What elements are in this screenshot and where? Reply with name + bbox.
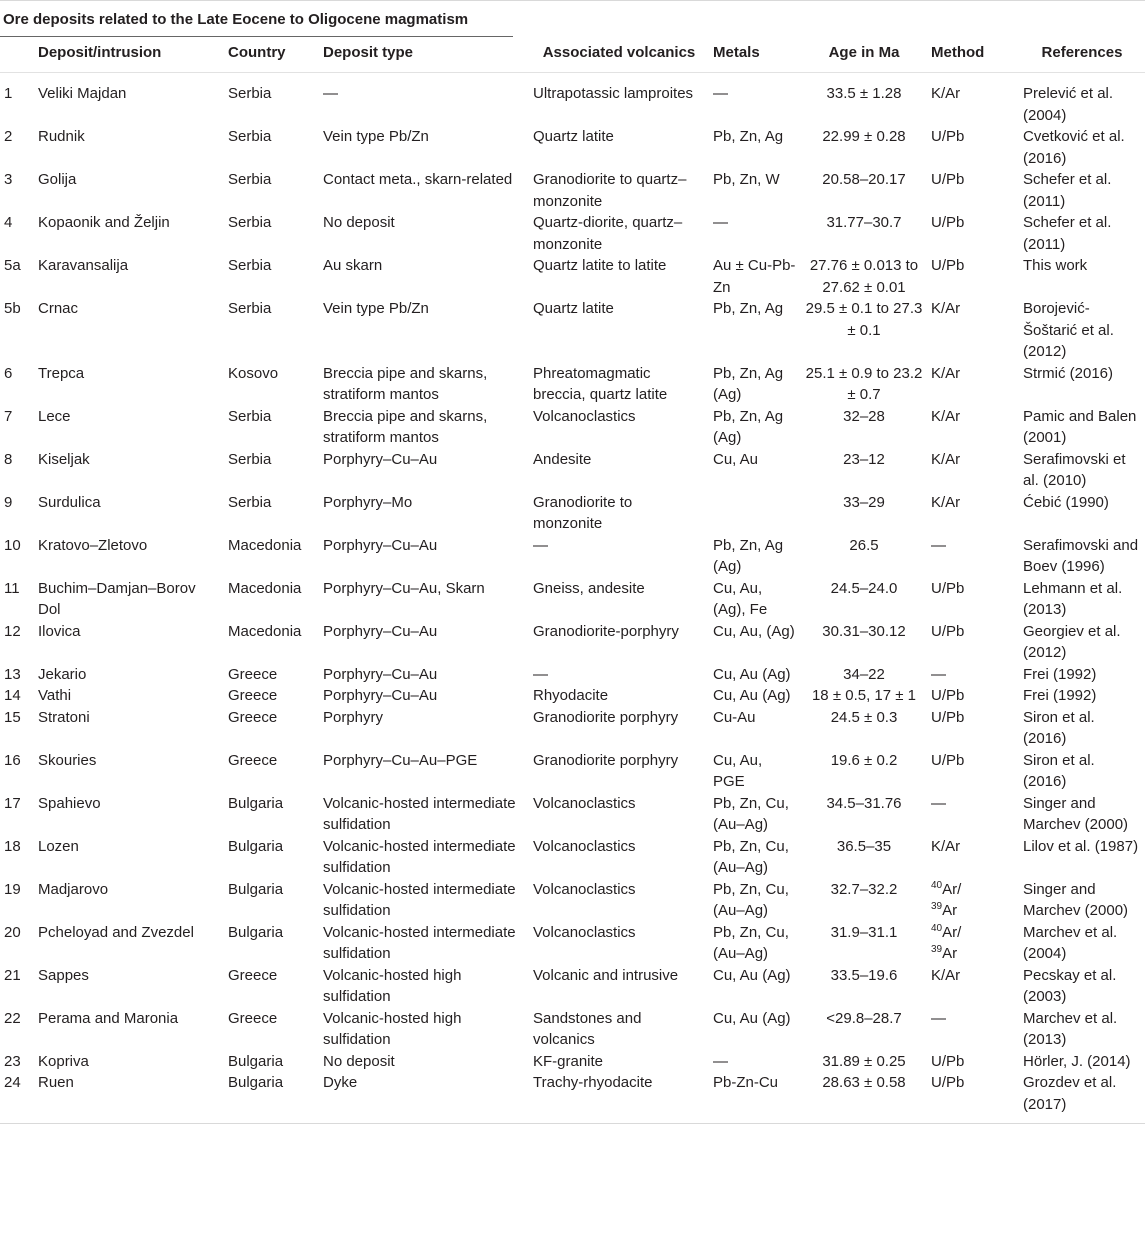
cell-age: <29.8–28.7 [826, 1009, 902, 1027]
table-row [0, 73, 1145, 127]
cell-deposit: Surdulica [38, 493, 101, 511]
cell-method: K/Ar [931, 493, 961, 511]
header-method: Method [927, 36, 1019, 73]
cell-deposit-type: Porphyry–Cu–Au [323, 622, 438, 640]
cell-deposit: Sappes [38, 966, 89, 984]
cell-deposit-type: Breccia pipe and skarns, stratiform mantos [323, 407, 488, 446]
cell-deposit-type: Dyke [319, 1072, 529, 1124]
cell-associated-volcanics: Granodiorite-porphyry [533, 622, 679, 640]
cell-age: 34–22 [843, 665, 885, 683]
cell-age: 31.77–30.7 [826, 214, 902, 231]
cell-metals: Pb, Zn, Ag (Ag) [713, 407, 784, 446]
cell-references: Siron et al. (2016) [1023, 751, 1095, 790]
cell-metals [709, 492, 801, 535]
cell-deposit: Kratovo–Zletovo [38, 536, 148, 554]
cell-age: 29.5 ± 0.1 to 27.3 ± 0.1 [805, 300, 923, 339]
table-row [0, 750, 1145, 793]
cell-deposit: Perama and Maronia [38, 1009, 179, 1027]
cell-associated-volcanics: Quartz-diorite, quartz–monzonite [533, 214, 683, 253]
cell-deposit-type: Volcanic-hosted intermediate sulfidation [323, 880, 516, 919]
cell-method: K/Ar [931, 966, 961, 984]
cell-age: 32.7–32.2 [830, 880, 898, 898]
cell-references: Borojević-Šoštarić et al. (2012) [1023, 300, 1114, 360]
table-caption-area [0, 0, 1145, 36]
cell-method: U/Pb [931, 751, 965, 769]
cell-deposit-type: Porphyry–Cu–Au [323, 536, 438, 554]
cell-deposit: Lece [38, 407, 71, 425]
cell-country: Macedonia [228, 536, 302, 554]
table-row [0, 621, 1145, 664]
method-isotope-sup: 39 [931, 944, 943, 955]
cell-associated-volcanics: Quartz latite [533, 128, 614, 145]
table-row [0, 793, 1145, 836]
cell-references: Lilov et al. (1987) [1023, 837, 1139, 855]
cell-deposit-type: Porphyry–Cu–Au, Skarn [323, 579, 485, 597]
header-no [0, 36, 34, 73]
cell-method: U/Pb [931, 579, 965, 597]
cell-references: Pamic and Balen (2001) [1023, 407, 1137, 446]
cell-country: Serbia [228, 85, 272, 102]
cell-country: Serbia [228, 214, 272, 231]
cell-deposit: Lozen [38, 837, 79, 855]
header-deposit: Deposit/intrusion [34, 36, 224, 73]
cell-country: Serbia [228, 171, 272, 188]
table-row [0, 965, 1145, 1008]
cell-associated-volcanics: Granodiorite porphyry [533, 708, 679, 726]
cell-metals: Cu-Au [713, 708, 756, 726]
cell-references: Prelević et al. (2004) [1023, 85, 1114, 124]
cell-method [927, 879, 1019, 922]
table-caption: Ore deposits related to the Late Eocene to Oligocene magmatism [3, 11, 469, 28]
cell-associated-volcanics: Gneiss, andesite [533, 579, 645, 597]
cell-metals: Pb, Zn, Cu, (Au–Ag) [713, 794, 789, 833]
cell-metals: Pb, Zn, Cu, (Au–Ag) [713, 880, 789, 919]
cell-age: 33–29 [843, 493, 885, 511]
cell-country: Bulgaria [228, 880, 284, 898]
cell-deposit-type: Vein type Pb/Zn [323, 128, 429, 145]
table-row [0, 449, 1145, 492]
cell-metals: Pb, Zn, Ag (Ag) [713, 536, 784, 575]
cell-references: Marchev et al. (2004) [1023, 923, 1118, 962]
cell-no: 5a [4, 257, 21, 274]
table-row [0, 1072, 1145, 1124]
cell-associated-volcanics: Granodiorite to quartz–monzonite [533, 171, 687, 210]
cell-age: 24.5 ± 0.3 [830, 708, 898, 726]
cell-references: Serafimovski and Boev (1996) [1023, 536, 1139, 575]
method-text: Ar/ [942, 880, 962, 898]
cell-method: K/Ar [931, 364, 961, 382]
cell-metals: Cu, Au, (Ag) [713, 622, 795, 640]
cell-age: 23–12 [843, 450, 885, 468]
cell-country: Serbia [228, 493, 272, 511]
cell-no: 12 [4, 622, 21, 640]
table-row [0, 169, 1145, 212]
cell-deposit-type: No deposit [323, 214, 395, 231]
cell-metals: Cu, Au [713, 450, 759, 468]
cell-associated-volcanics: Volcanoclastics [533, 837, 636, 855]
cell-metals: Au ± Cu-Pb-Zn [713, 257, 796, 296]
cell-method: — [931, 665, 946, 683]
cell-metals: — [713, 214, 728, 231]
cell-deposit: Kiseljak [38, 450, 90, 468]
cell-country: Greece [228, 687, 278, 704]
method-text: Ar [942, 945, 958, 962]
cell-deposit: Golija [38, 171, 77, 188]
table-row [0, 212, 1145, 255]
cell-deposit: Kopriva [38, 1052, 89, 1070]
cell-age: 31.89 ± 0.25 [822, 1052, 906, 1070]
cell-age: 28.63 ± 0.58 [801, 1072, 927, 1124]
method-text: Ar/ [942, 923, 962, 941]
table-body [0, 73, 1145, 1124]
header-references: References [1019, 36, 1145, 73]
cell-references: Serafimovski et al. (2010) [1023, 450, 1126, 489]
cell-deposit-type: Porphyry–Cu–Au [323, 687, 438, 704]
ore-deposits-table [0, 36, 1145, 1124]
cell-age: 33.5 ± 1.28 [826, 85, 902, 102]
method-text: Ar [942, 902, 958, 919]
cell-references: Marchev et al. (2013) [1023, 1009, 1118, 1048]
method-isotope-sup: 39 [931, 901, 943, 912]
cell-age: 32–28 [843, 407, 885, 425]
cell-country: Bulgaria [228, 837, 284, 855]
cell-associated-volcanics: Sandstones and volcanics [533, 1009, 642, 1048]
cell-method: U/Pb [931, 128, 965, 145]
cell-deposit: Kopaonik and Željin [38, 214, 170, 231]
cell-deposit: Jekario [38, 665, 87, 683]
cell-references: Frei (1992) [1023, 687, 1097, 704]
cell-country: Bulgaria [228, 794, 284, 812]
cell-metals: Pb-Zn-Cu [709, 1072, 801, 1124]
cell-deposit-type: Porphyry–Cu–Au [323, 450, 438, 468]
cell-references: Schefer et al. (2011) [1023, 171, 1112, 210]
table-row [0, 685, 1145, 707]
cell-no: 8 [4, 450, 13, 468]
cell-method: U/Pb [931, 257, 965, 274]
cell-deposit-type: Breccia pipe and skarns, stratiform mantos [323, 364, 488, 403]
cell-country: Macedonia [228, 622, 302, 640]
cell-references: Siron et al. (2016) [1023, 708, 1095, 747]
cell-no: 9 [4, 493, 13, 511]
cell-metals: Cu, Au, (Ag), Fe [713, 579, 768, 618]
header-country: Country [224, 36, 319, 73]
cell-references: Pecskay et al. (2003) [1023, 966, 1117, 1005]
cell-method: — [931, 536, 946, 554]
cell-deposit: Rudnik [38, 128, 85, 145]
cell-deposit-type: — [323, 85, 338, 102]
cell-method: U/Pb [931, 1052, 965, 1070]
cell-deposit-type: No deposit [323, 1052, 395, 1070]
cell-deposit: Ruen [34, 1072, 224, 1124]
cell-no: 5b [4, 300, 21, 317]
cell-deposit-type: Au skarn [323, 257, 383, 274]
cell-associated-volcanics: Volcanoclastics [533, 794, 636, 812]
cell-age: 18 ± 0.5, 17 ± 1 [811, 687, 917, 704]
cell-method [927, 922, 1019, 965]
cell-method: U/Pb [931, 622, 965, 640]
cell-deposit: Ilovica [38, 622, 81, 640]
cell-method: — [931, 1009, 946, 1027]
cell-no: 7 [4, 407, 13, 425]
cell-no: 4 [4, 214, 13, 231]
cell-no: 13 [4, 665, 21, 683]
cell-deposit-type: Porphyry–Mo [323, 493, 413, 511]
cell-deposit: Madjarovo [38, 880, 109, 898]
cell-no: 3 [4, 171, 13, 188]
cell-deposit-type: Vein type Pb/Zn [323, 300, 429, 317]
cell-references: Frei (1992) [1023, 665, 1097, 683]
cell-metals: Cu, Au (Ag) [713, 665, 791, 683]
table-row [0, 879, 1145, 922]
cell-country: Greece [228, 751, 278, 769]
cell-references: Grozdev et al. (2017) [1019, 1072, 1145, 1124]
cell-metals: — [713, 85, 728, 102]
cell-deposit-type: Volcanic-hosted intermediate sulfidation [323, 794, 516, 833]
cell-age: 33.5–19.6 [830, 966, 898, 984]
table-row [0, 535, 1145, 578]
cell-age: 26.5 [849, 536, 879, 554]
cell-metals: Pb, Zn, W [713, 171, 780, 188]
cell-deposit: Skouries [38, 751, 97, 769]
cell-age: 25.1 ± 0.9 to 23.2 ± 0.7 [805, 364, 923, 403]
cell-no: 16 [4, 751, 21, 769]
cell-deposit: Karavansalija [38, 257, 129, 274]
cell-no: 10 [4, 536, 21, 554]
cell-associated-volcanics: KF-granite [533, 1052, 604, 1070]
cell-references: Georgiev et al. (2012) [1023, 622, 1121, 661]
cell-method: K/Ar [931, 407, 961, 425]
cell-no: 17 [4, 794, 21, 812]
table-row [0, 406, 1145, 449]
cell-associated-volcanics: Trachy-rhyodacite [529, 1072, 709, 1124]
cell-method: K/Ar [931, 450, 961, 468]
cell-no: 19 [4, 880, 21, 898]
cell-metals: Cu, Au, PGE [713, 751, 763, 790]
table-row [0, 836, 1145, 879]
cell-associated-volcanics: Volcanoclastics [533, 923, 636, 941]
header-associated-volcanics: Associated volcanics [529, 36, 709, 73]
cell-deposit: Veliki Majdan [38, 85, 127, 102]
cell-no: 14 [4, 687, 21, 704]
cell-method: K/Ar [931, 837, 961, 855]
cell-metals: Cu, Au (Ag) [713, 687, 791, 704]
table-row [0, 363, 1145, 406]
cell-deposit-type: Volcanic-hosted high sulfidation [323, 1009, 462, 1048]
cell-metals: Pb, Zn, Cu, (Au–Ag) [713, 923, 789, 962]
cell-metals: Pb, Zn, Cu, (Au–Ag) [713, 837, 789, 876]
cell-metals: Cu, Au (Ag) [713, 966, 791, 984]
cell-references: This work [1023, 257, 1088, 274]
cell-deposit-type: Volcanic-hosted high sulfidation [323, 966, 462, 1005]
cell-deposit: Vathi [38, 687, 72, 704]
cell-deposit: Pcheloyad and Zvezdel [38, 923, 194, 941]
cell-associated-volcanics: Granodiorite to monzonite [533, 493, 633, 532]
cell-associated-volcanics: Volcanic and intrusive [533, 966, 679, 984]
cell-deposit-type: Volcanic-hosted intermediate sulfidation [323, 837, 516, 876]
cell-references: Singer and Marchev (2000) [1023, 794, 1129, 833]
cell-country: Serbia [228, 257, 272, 274]
cell-references: Cvetković et al. (2016) [1023, 128, 1125, 167]
cell-associated-volcanics: Volcanoclastics [533, 407, 636, 425]
table-row [0, 1051, 1145, 1073]
cell-associated-volcanics: — [533, 536, 548, 554]
cell-deposit-type: Contact meta., skarn-related [323, 171, 513, 188]
cell-deposit: Trepca [38, 364, 85, 382]
cell-deposit: Buchim–Damjan–Borov Dol [38, 579, 196, 618]
table-row [0, 298, 1145, 363]
method-isotope-sup: 40 [931, 922, 943, 934]
cell-deposit-type: Volcanic-hosted intermediate sulfidation [323, 923, 516, 962]
cell-no: 6 [4, 364, 13, 382]
cell-country: Greece [228, 708, 278, 726]
cell-deposit: Crnac [38, 300, 79, 317]
cell-age: 20.58–20.17 [822, 171, 906, 188]
cell-method: U/Pb [931, 171, 965, 188]
cell-age: 30.31–30.12 [822, 622, 906, 640]
cell-references: Singer and Marchev (2000) [1023, 880, 1129, 919]
cell-age: 24.5–24.0 [830, 579, 898, 597]
cell-references: Hörler, J. (2014) [1023, 1052, 1131, 1070]
cell-deposit: Stratoni [38, 708, 90, 726]
cell-associated-volcanics: Quartz latite [533, 300, 614, 317]
cell-associated-volcanics: Volcanoclastics [533, 880, 636, 898]
cell-no: 20 [4, 923, 21, 941]
cell-country: Greece [228, 665, 278, 683]
cell-country: Greece [228, 966, 278, 984]
header-metals: Metals [709, 36, 801, 73]
table-row [0, 255, 1145, 298]
cell-associated-volcanics: Granodiorite porphyry [533, 751, 679, 769]
cell-country: Bulgaria [228, 923, 284, 941]
cell-no: 22 [4, 1009, 21, 1027]
cell-no: 1 [4, 85, 13, 102]
cell-deposit: Spahievo [38, 794, 101, 812]
cell-deposit-type: Porphyry–Cu–Au–PGE [323, 751, 478, 769]
table-row [0, 578, 1145, 621]
cell-country: Serbia [228, 407, 272, 425]
cell-country: Bulgaria [224, 1072, 319, 1124]
cell-references: Ćebić (1990) [1023, 493, 1109, 511]
cell-associated-volcanics: — [533, 665, 548, 683]
cell-age: 34.5–31.76 [826, 794, 902, 812]
cell-method: K/Ar [931, 300, 961, 317]
cell-no: 15 [4, 708, 21, 726]
cell-age: 19.6 ± 0.2 [830, 751, 898, 769]
cell-no: 24 [0, 1072, 34, 1124]
cell-method: U/Pb [931, 708, 965, 726]
cell-method: — [931, 794, 946, 812]
cell-method: U/Pb [931, 687, 965, 704]
table-header [0, 36, 1145, 73]
table-row [0, 707, 1145, 750]
cell-metals: — [713, 1052, 728, 1070]
cell-age: 22.99 ± 0.28 [822, 128, 906, 145]
cell-country: Serbia [228, 128, 272, 145]
cell-deposit-type: Porphyry–Cu–Au [323, 665, 438, 683]
cell-age: 31.9–31.1 [830, 923, 898, 941]
cell-country: Greece [228, 1009, 278, 1027]
cell-country: Macedonia [228, 579, 302, 597]
table-row [0, 1008, 1145, 1051]
cell-method: U/Pb [927, 1072, 1019, 1124]
cell-associated-volcanics: Ultrapotassic lamproites [533, 85, 694, 102]
cell-country: Bulgaria [228, 1052, 284, 1070]
cell-metals: Pb, Zn, Ag [713, 128, 784, 145]
cell-method: K/Ar [931, 85, 961, 102]
cell-country: Serbia [228, 300, 272, 317]
table-row [0, 492, 1145, 535]
cell-country: Kosovo [228, 364, 279, 382]
cell-country: Serbia [228, 450, 272, 468]
cell-age: 27.76 ± 0.013 to 27.62 ± 0.01 [809, 257, 919, 296]
cell-method: U/Pb [931, 214, 965, 231]
cell-associated-volcanics: Rhyodacite [533, 687, 609, 704]
cell-associated-volcanics: Andesite [533, 450, 592, 468]
table-row [0, 664, 1145, 686]
cell-references: Lehmann et al. (2013) [1023, 579, 1123, 618]
method-isotope-sup: 40 [931, 879, 943, 891]
cell-metals: Pb, Zn, Ag (Ag) [713, 364, 784, 403]
cell-references: Schefer et al. (2011) [1023, 214, 1112, 253]
cell-no: 11 [4, 579, 20, 597]
cell-associated-volcanics: Phreatomagmatic breccia, quartz latite [533, 364, 668, 403]
cell-no: 23 [4, 1052, 21, 1070]
cell-metals: Pb, Zn, Ag [713, 300, 784, 317]
header-deposit-type: Deposit type [319, 36, 529, 73]
header-age: Age in Ma [801, 36, 927, 73]
cell-associated-volcanics: Quartz latite to latite [533, 257, 667, 274]
cell-references: Strmić (2016) [1023, 364, 1114, 382]
cell-age: 36.5–35 [836, 837, 892, 855]
cell-no: 18 [4, 837, 21, 855]
table-row [0, 922, 1145, 965]
table-row [0, 126, 1145, 169]
cell-deposit-type: Porphyry [323, 708, 384, 726]
cell-metals: Cu, Au (Ag) [713, 1009, 791, 1027]
cell-no: 21 [4, 966, 21, 984]
cell-no: 2 [4, 128, 13, 145]
